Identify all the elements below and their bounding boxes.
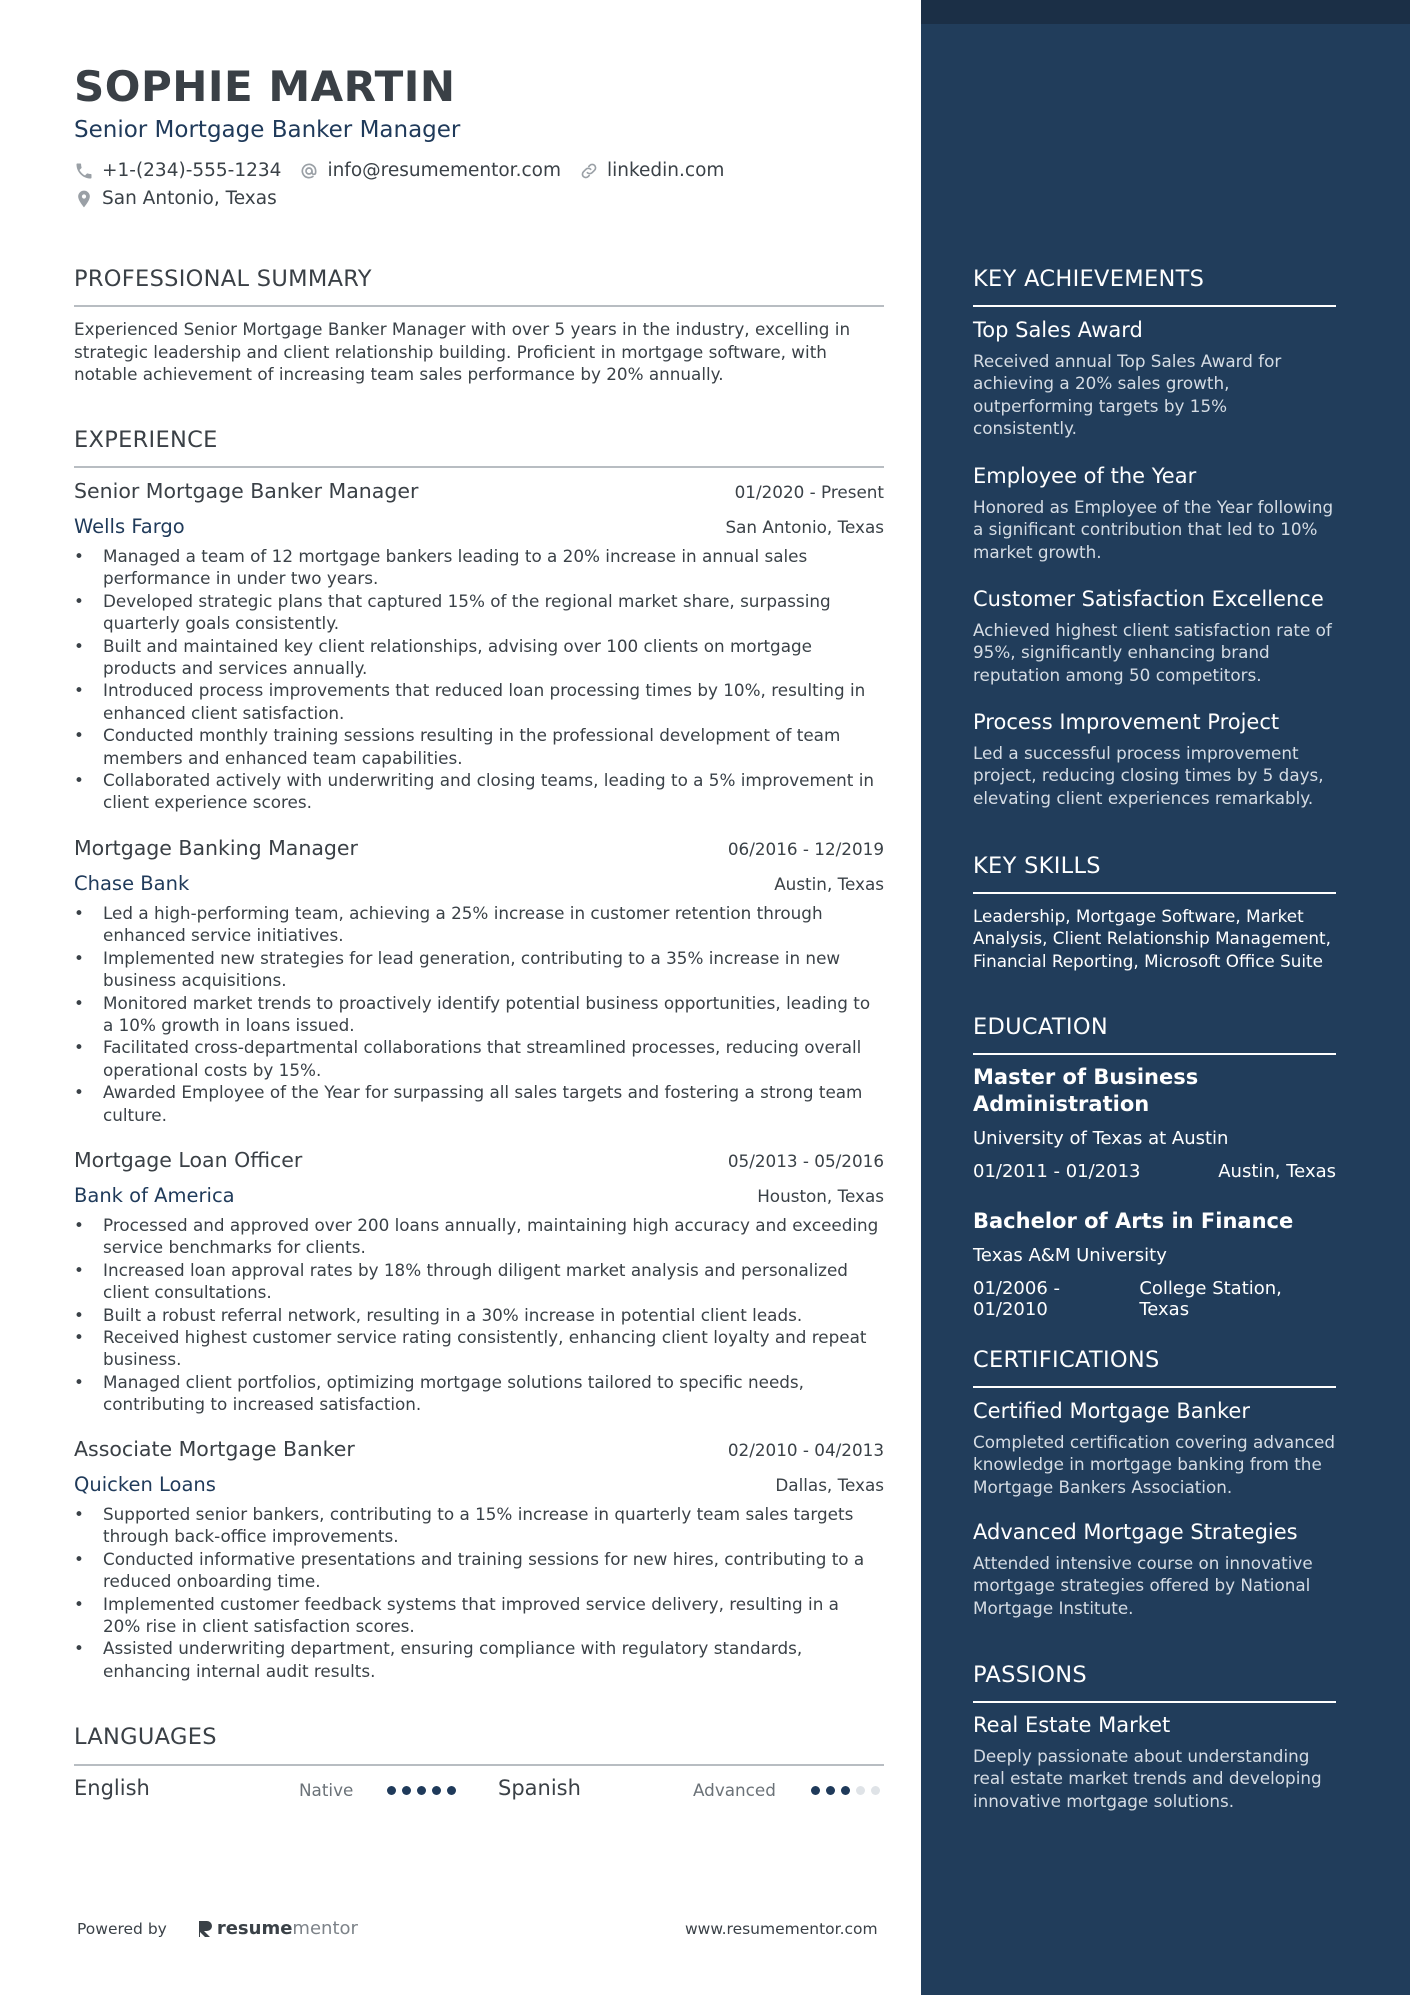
job-title: Senior Mortgage Banker Manager [74,479,419,503]
job-entry [74,1437,884,1682]
language-rating [811,1786,886,1795]
language-name: English [74,1776,150,1800]
job-bullet: • Received highest customer service rating consistently, enhancing client loyalty and repeat business. [74,1326,884,1371]
achievement-title: Process Improvement Project [973,710,1280,734]
achievement-text: Achieved highest client satisfaction rate of 95%, significantly enhancing brand reputation among 50 competitors. [973,620,1332,685]
job-bullet: • Facilitated cross-departmental collaborations that streamlined processes, reducing overall operational costs by 15%. [74,1036,884,1081]
job-location: Dallas, Texas [775,1475,884,1495]
certification-item [973,1520,1336,1619]
job-bullet: • Implemented new strategies for lead generation, contributing to a 35% increase in new business acquisitions. [74,947,884,992]
achievement-text: Honored as Employee of the Year following a significant contribution that led to 10% market growth. [973,497,1334,562]
job-bullet: • Introduced process improvements that reduced loan processing times by 10%, resulting in enhanced client satisfaction. [74,679,884,724]
language-rating [387,1786,462,1795]
passion-text: Deeply passionate about understanding real estate market trends and developing innovative mortgage solutions. [973,1746,1322,1811]
achievement-item [973,318,1336,440]
job-date: 01/2020 - Present [734,482,884,502]
rating-dot-filled [841,1786,850,1795]
language-name: Spanish [498,1776,581,1800]
job-bullet: • Implemented customer feedback systems that improved service delivery, resulting in a 20% rise in client satisfaction scores. [74,1593,884,1638]
job-bullet: • Managed a team of 12 mortgage bankers leading to a 20% increase in annual sales performance in under two years. [74,545,884,590]
job-bullet: • Increased loan approval rates by 18% through diligent market analysis and personalized client consultations. [74,1259,884,1304]
phone-text: +1-(234)-555-1234 [102,160,282,181]
job-company: Bank of America [74,1184,235,1207]
education-location: Austin, Texas [1218,1161,1336,1182]
passion-title: Real Estate Market [973,1713,1171,1737]
rating-dot-empty [856,1786,865,1795]
achievement-item [973,464,1336,563]
achievements-heading: KEY ACHIEVEMENTS [973,266,1205,292]
experience-divider [74,466,884,468]
job-bullet: • Developed strategic plans that captured 15% of the regional market share, surpassing quarterly goals consistently. [74,590,884,635]
job-bullet: • Collaborated actively with underwriting and closing teams, leading to a 5% improvement in client experience scores. [74,769,884,814]
passion-item [973,1713,1336,1812]
powered-by-label: Powered by [77,1919,167,1938]
languages-divider [74,1764,884,1766]
education-item [973,1064,1336,1182]
location-item [74,188,277,209]
job-bullet: • Supported senior bankers, contributing to a 15% increase in quarterly team sales targets through back-office improvements. [74,1503,884,1548]
education-date: 01/2011 - 01/2013 [973,1161,1141,1182]
job-location: Houston, Texas [757,1186,884,1206]
certification-item [973,1399,1336,1498]
job-bullets [74,1214,884,1416]
contact-location [74,188,295,209]
footer-powered [77,1918,358,1939]
job-location: San Antonio, Texas [725,517,884,537]
rating-dot-filled [826,1786,835,1795]
contact-row [74,160,742,181]
rating-dot-filled [432,1786,441,1795]
certification-text: Completed certification covering advanced knowledge in mortgage banking from the Mortgage Bankers Association. [973,1432,1336,1497]
education-degree: Bachelor of Arts in Finance [973,1209,1294,1233]
certification-text: Attended intensive course on innovative mortgage strategies offered by National Mortgage Institute. [973,1553,1313,1618]
rating-dot-filled [417,1786,426,1795]
at-icon [299,161,319,181]
job-title: Mortgage Loan Officer [74,1148,303,1172]
job-bullet: • Built and maintained key client relationships, advising over 100 clients on mortgage products and services annually. [74,635,884,680]
rating-dot-filled [402,1786,411,1795]
education-heading: EDUCATION [973,1014,1108,1040]
rating-dot-filled [811,1786,820,1795]
job-location: Austin, Texas [774,874,884,894]
job-bullet: • Awarded Employee of the Year for surpassing all sales targets and fostering a strong team culture. [74,1081,884,1126]
job-company: Wells Fargo [74,515,185,538]
achievement-title: Top Sales Award [973,318,1143,342]
link-icon [579,161,599,181]
job-bullets [74,902,884,1126]
experience-heading: EXPERIENCE [74,427,218,453]
linkedin-text: linkedin.com [606,160,725,181]
sidebar-top-band [921,0,1410,24]
certifications-heading: CERTIFICATIONS [973,1347,1160,1373]
contact-linkedin[interactable] [579,160,724,181]
achievement-item [973,710,1336,809]
achievement-item [973,587,1336,686]
job-entry [74,836,884,1126]
job-title: Associate Mortgage Banker [74,1437,355,1461]
job-bullet: • Led a high-performing team, achieving a 25% increase in customer retention through enhanced service initiatives. [74,902,884,947]
languages-heading: LANGUAGES [74,1724,217,1750]
brand-bold: resume [216,1918,293,1939]
summary-divider [74,305,884,307]
education-divider [973,1053,1336,1055]
location-text: San Antonio, Texas [102,188,277,209]
job-company: Quicken Loans [74,1473,216,1496]
brand-logo[interactable] [197,1918,358,1939]
education-degree: Master of Business Administration [973,1065,1199,1116]
certification-title: Certified Mortgage Banker [973,1399,1250,1423]
skills-text: Leadership, Mortgage Software, Market Analysis, Client Relationship Management, Financial Reporting, Microsoft Office Suite [973,906,1331,971]
passions-divider [973,1701,1336,1703]
rating-dot-filled [387,1786,396,1795]
rating-dot-empty [871,1786,880,1795]
achievements-divider [973,305,1336,307]
language-level: Advanced [693,1780,776,1800]
certifications-divider [973,1386,1336,1388]
job-bullet: • Monitored market trends to proactively identify potential business opportunities, leading to a 10% growth in loans issued. [74,992,884,1037]
job-company: Chase Bank [74,872,190,895]
languages-row [74,1776,884,1804]
location-pin-icon [74,189,94,209]
job-bullet: • Built a robust referral network, resulting in a 30% increase in potential client leads. [74,1304,884,1326]
education-date: 01/2006 - 01/2010 [973,1278,1060,1320]
email-text: info@resumementor.com [327,160,561,181]
language-level: Native [299,1780,354,1800]
sidebar [921,0,1410,1995]
brand-light: mentor [292,1918,358,1939]
education-location: College Station, Texas [1139,1278,1282,1320]
summary-heading: PROFESSIONAL SUMMARY [74,266,372,292]
job-title: Mortgage Banking Manager [74,836,358,860]
skills-divider [973,892,1336,894]
job-date: 06/2016 - 12/2019 [727,839,884,859]
education-item [973,1208,1336,1320]
summary-text: Experienced Senior Mortgage Banker Manager with over 5 years in the industry, excelling in strategic leadership and client relationship building. Proficient in mortgage software, with notable achievement of increasing team sales performance by 20% annually. [74,319,851,384]
contact-email[interactable] [299,160,561,181]
job-bullet: • Conducted monthly training sessions resulting in the professional development of team members and enhanced team capabilities. [74,724,884,769]
job-bullet: • Assisted underwriting department, ensuring compliance with regulatory standards, enhancing internal audit results. [74,1637,884,1682]
achievement-title: Employee of the Year [973,464,1197,488]
certification-title: Advanced Mortgage Strategies [973,1520,1298,1544]
skills-heading: KEY SKILLS [973,853,1101,879]
footer-url[interactable]: www.resumementor.com [685,1920,878,1938]
job-entry [74,1148,884,1416]
job-bullet: • Conducted informative presentations and training sessions for new hires, contributing to a reduced onboarding time. [74,1548,884,1593]
job-date: 02/2010 - 04/2013 [727,1440,884,1460]
contact-phone[interactable] [74,160,281,181]
phone-icon [74,161,94,181]
passions-heading: PASSIONS [973,1662,1087,1688]
candidate-name: SOPHIE MARTIN [74,62,456,111]
job-bullet: • Managed client portfolios, optimizing mortgage solutions tailored to specific needs, contributing to increased satisfaction. [74,1371,884,1416]
achievement-text: Led a successful process improvement project, reducing closing times by 5 days, elevating client experiences remarkably. [973,743,1324,808]
rating-dot-filled [447,1786,456,1795]
job-bullet: • Processed and approved over 200 loans annually, maintaining high accuracy and exceeding service benchmarks for clients. [74,1214,884,1259]
achievement-title: Customer Satisfaction Excellence [973,587,1324,611]
achievement-text: Received annual Top Sales Award for achieving a 20% sales growth, outperforming targets by 15% consistently. [973,351,1282,439]
job-bullets [74,545,884,814]
job-entry [74,479,884,814]
education-school: University of Texas at Austin [973,1128,1229,1149]
resumementor-logo-icon [197,1919,213,1939]
job-bullets [74,1503,884,1682]
education-school: Texas A&M University [973,1245,1167,1266]
candidate-role: Senior Mortgage Banker Manager [74,117,461,143]
job-date: 05/2013 - 05/2016 [727,1151,884,1171]
